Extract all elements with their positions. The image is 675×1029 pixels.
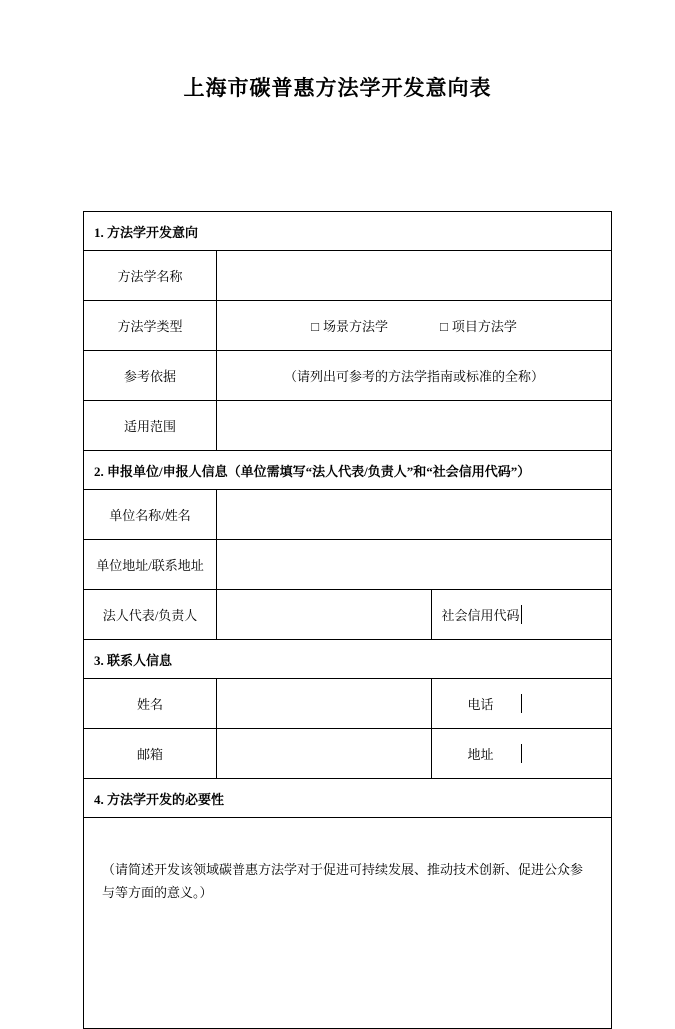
section-3-heading: 3. 联系人信息 [84, 640, 612, 679]
field-org-address[interactable] [217, 540, 612, 590]
checkbox-option-project[interactable] [440, 316, 517, 335]
table-row [84, 301, 612, 351]
section-4-heading: 4. 方法学开发的必要性 [84, 779, 612, 818]
field-reference-basis[interactable]: （请列出可参考的方法学指南或标准的全称） [217, 351, 612, 401]
label-org-name: 单位名称/姓名 [84, 490, 217, 540]
label-legal-rep: 法人代表/负责人 [84, 590, 217, 640]
credit-code-cell [432, 590, 612, 640]
label-contact-address: 地址 [467, 747, 494, 762]
field-credit-code[interactable] [522, 605, 604, 624]
table-row [84, 590, 612, 640]
section-1-heading: 1. 方法学开发意向 [84, 212, 612, 251]
label-applicable-scope: 适用范围 [84, 401, 217, 451]
label-org-address: 单位地址/联系地址 [84, 540, 217, 590]
field-org-name[interactable] [217, 490, 612, 540]
field-contact-address[interactable] [522, 744, 604, 763]
section-heading-row [84, 640, 612, 679]
field-necessity-description[interactable]: （请简述开发该领域碳普惠方法学对于促进可持续发展、推动技术创新、促进公众参与等方面的意义。） [84, 818, 612, 1029]
table-row [84, 490, 612, 540]
section-heading-row [84, 451, 612, 490]
table-row [84, 401, 612, 451]
table-row [84, 540, 612, 590]
field-method-type [217, 301, 612, 351]
label-contact-phone: 电话 [467, 697, 494, 712]
section-heading-row [84, 779, 612, 818]
field-method-name[interactable] [217, 251, 612, 301]
section-2-heading: 2. 申报单位/申报人信息（单位需填写“法人代表/负责人”和“社会信用代码”） [84, 451, 612, 490]
method-type-options [225, 316, 603, 335]
field-contact-name[interactable] [217, 679, 432, 729]
table-row [84, 679, 612, 729]
intent-form-table [83, 211, 612, 1029]
field-contact-phone[interactable] [522, 694, 604, 713]
table-row [84, 251, 612, 301]
checkbox-option-scenario-label: 场景方法学 [322, 319, 388, 334]
page-title: 上海市碳普惠方法学开发意向表 [183, 76, 492, 100]
checkbox-option-scenario[interactable] [311, 316, 388, 335]
label-method-type: 方法学类型 [84, 301, 217, 351]
field-applicable-scope[interactable] [217, 401, 612, 451]
label-credit-code: 社会信用代码 [441, 608, 520, 623]
field-legal-rep[interactable] [217, 590, 432, 640]
checkbox-icon[interactable]: □ [311, 319, 319, 334]
table-row [84, 729, 612, 779]
checkbox-icon[interactable]: □ [440, 319, 448, 334]
contact-address-cell [432, 729, 612, 779]
section-heading-row [84, 212, 612, 251]
label-contact-name: 姓名 [84, 679, 217, 729]
label-reference-basis: 参考依据 [84, 351, 217, 401]
contact-phone-cell [432, 679, 612, 729]
label-method-name: 方法学名称 [84, 251, 217, 301]
label-contact-email: 邮箱 [84, 729, 217, 779]
document-page [0, 72, 675, 935]
form-table-wrapper [83, 211, 611, 1029]
checkbox-option-project-label: 项目方法学 [451, 319, 517, 334]
table-row [84, 351, 612, 401]
field-contact-email[interactable] [217, 729, 432, 779]
table-row [84, 818, 612, 1029]
